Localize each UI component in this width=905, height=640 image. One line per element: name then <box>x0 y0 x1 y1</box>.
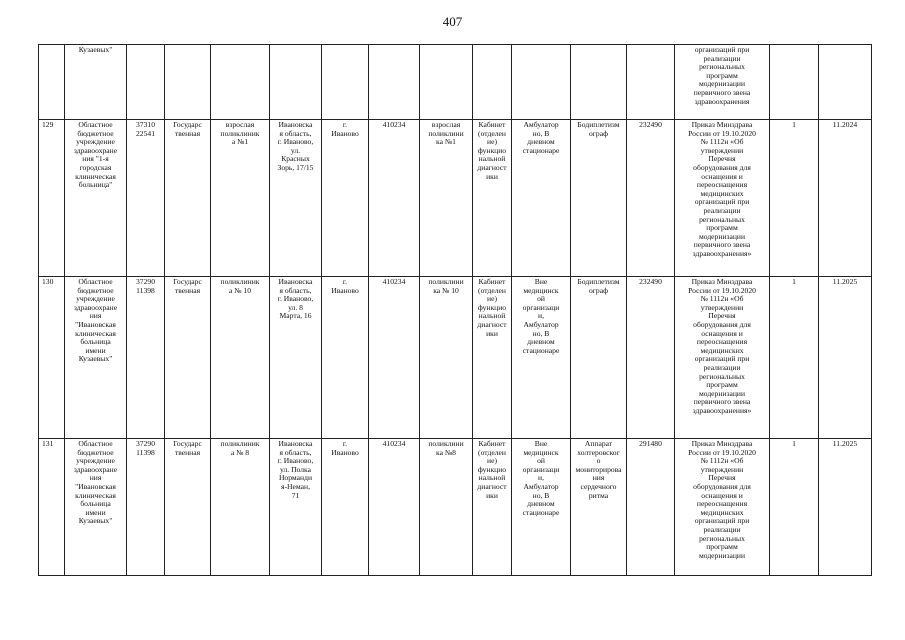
cell-text: 232490 <box>639 277 662 286</box>
cell-text: поликлини ка №8 <box>428 439 464 457</box>
cell-text: Вне медицинск ой организаци и, Амбулатор но, В дневном стационаре <box>522 277 560 355</box>
table-cell <box>65 277 127 439</box>
table-cell <box>627 439 675 576</box>
table-cell <box>39 439 65 576</box>
cell-text: Приказ Минздрава России от 19.10.2020 № 1112н «Об утверждении Перечня оборудования для оснащения и переоснащения медицинских организаций при реализации региональных программ модернизации первичного звена здравоохранения» <box>688 120 756 258</box>
table-row <box>39 439 872 576</box>
table-cell <box>165 45 211 120</box>
cell-text: Аппарат холтеровског о мониторирова ния сердечного ритма <box>575 439 622 500</box>
table-cell <box>39 45 65 120</box>
table-cell <box>322 277 369 439</box>
table-cell <box>627 120 675 277</box>
cell-text: Ивановска я область, г. Иваново, ул. Красных Зорь, 17/15 <box>277 120 314 172</box>
cell-text: Ивановска я область, г. Иваново, ул. Полка Норманди я-Неман, 71 <box>277 439 314 500</box>
table-cell <box>473 277 512 439</box>
cell-text: Государс твенная <box>173 277 202 295</box>
cell-text: Государс твенная <box>173 120 202 138</box>
table-cell <box>211 45 270 120</box>
table-cell <box>127 277 165 439</box>
cell-text: 410234 <box>382 120 406 129</box>
table-cell <box>127 439 165 576</box>
table-cell <box>770 120 819 277</box>
cell-text: Ивановска я область, г. Иваново, ул. 8 Марта, 16 <box>277 277 314 321</box>
cell-text: г. Иваново <box>331 277 359 295</box>
table-cell <box>675 277 770 439</box>
table-cell <box>127 45 165 120</box>
table-cell <box>819 439 872 576</box>
table-cell <box>165 120 211 277</box>
cell-text: Бодиплетизм ограф <box>577 277 620 295</box>
cell-text: 1 <box>792 277 796 286</box>
table-cell <box>369 120 420 277</box>
cell-text: Областное бюджетное учреждение здравоохране ния "Ивановская клиническая больница имени Кузаевых" <box>73 439 118 526</box>
table-cell <box>369 439 420 576</box>
table-cell <box>65 120 127 277</box>
cell-text: поликлини ка № 10 <box>428 277 464 295</box>
cell-text: организаций при реализации региональных программ модернизации первичного звена здравоохранения <box>693 45 751 106</box>
table-row <box>39 277 872 439</box>
cell-text: 1 <box>792 120 796 129</box>
cell-text: Государс твенная <box>173 439 202 457</box>
cell-text: 37290 11398 <box>136 439 155 457</box>
table-cell <box>512 439 571 576</box>
table-cell <box>819 45 872 120</box>
table-cell <box>65 45 127 120</box>
cell-text: Приказ Минздрава России от 19.10.2020 № 1112н «Об утверждении Перечня оборудования для оснащения и переоснащения медицинских организаций при реализации региональных программ модернизации первичного звена здравоохранения» <box>688 277 756 415</box>
table-cell <box>571 45 627 120</box>
cell-text: поликлиник а № 10 <box>220 277 260 295</box>
cell-text: 11.2025 <box>832 439 858 448</box>
table-cell <box>369 277 420 439</box>
table-cell <box>165 439 211 576</box>
table-cell <box>420 45 473 120</box>
table-cell <box>211 439 270 576</box>
cell-text: 130 <box>42 277 54 286</box>
table-cell <box>39 277 65 439</box>
equipment-table <box>38 44 872 576</box>
table-cell <box>39 120 65 277</box>
table-row <box>39 120 872 277</box>
table-cell <box>675 120 770 277</box>
table-cell <box>627 45 675 120</box>
table-cell <box>473 439 512 576</box>
cell-text: Вне медицинск ой организаци и, Амбулатор но, В дневном стационаре <box>522 439 560 517</box>
cell-text: Кабинет (отделен ие) функцио нальной диагност ики <box>477 277 507 338</box>
cell-text: 410234 <box>382 277 406 286</box>
cell-text: Областное бюджетное учреждение здравоохране ния "1-я городская клиническая больница" <box>73 120 118 190</box>
cell-text: Приказ Минздрава России от 19.10.2020 № 1112н «Об утверждении Перечня оборудования для оснащения и переоснащения медицинских организаций при реализации региональных программ модернизации <box>688 439 756 560</box>
table-cell <box>420 277 473 439</box>
table-cell <box>322 45 369 120</box>
table-cell <box>65 439 127 576</box>
table-cell <box>270 45 322 120</box>
cell-text: 410234 <box>382 439 406 448</box>
table-cell <box>420 439 473 576</box>
table-cell <box>270 277 322 439</box>
table-cell <box>270 120 322 277</box>
cell-text: взрослая поликлиник а №1 <box>220 120 260 147</box>
table-cell <box>675 45 770 120</box>
table-cell <box>675 439 770 576</box>
table-cell <box>211 120 270 277</box>
table-cell <box>420 120 473 277</box>
cell-text: взрослая поликлини ка №1 <box>428 120 464 147</box>
cell-text: 37290 11398 <box>136 277 155 295</box>
cell-text: Кабинет (отделен ие) функцио нальной диагност ики <box>477 120 507 181</box>
cell-text: 37310 22541 <box>136 120 155 138</box>
table-cell <box>627 277 675 439</box>
cell-text: 131 <box>42 439 54 448</box>
table-cell <box>770 277 819 439</box>
table-cell <box>571 120 627 277</box>
table-cell <box>322 439 369 576</box>
cell-text: 291480 <box>639 439 662 448</box>
table-cell <box>270 439 322 576</box>
table-cell <box>512 120 571 277</box>
cell-text: г. Иваново <box>331 439 359 457</box>
table-cell <box>512 45 571 120</box>
table-cell <box>473 120 512 277</box>
table-cell <box>369 45 420 120</box>
cell-text: Амбулатор но, В дневном стационаре <box>522 120 560 155</box>
cell-text: 11.2024 <box>832 120 858 129</box>
table-cell <box>322 120 369 277</box>
table-cell <box>770 45 819 120</box>
cell-text: Кузаевых" <box>78 45 113 54</box>
cell-text: 1 <box>792 439 796 448</box>
cell-text: 232490 <box>639 120 662 129</box>
table-row <box>39 45 872 120</box>
table-cell <box>512 277 571 439</box>
cell-text: г. Иваново <box>331 120 359 138</box>
cell-text: 11.2025 <box>832 277 858 286</box>
page-number: 407 <box>442 14 463 29</box>
table-cell <box>571 277 627 439</box>
table-cell <box>211 277 270 439</box>
table-cell <box>571 439 627 576</box>
table-cell <box>127 120 165 277</box>
cell-text: 129 <box>42 120 54 129</box>
table-cell <box>165 277 211 439</box>
cell-text: Областное бюджетное учреждение здравоохране ния "Ивановская клиническая больница имени Кузаевых" <box>73 277 118 364</box>
table-cell <box>473 45 512 120</box>
cell-text: Кабинет (отделен ие) функцио нальной диагност ики <box>477 439 507 500</box>
cell-text: поликлиник а № 8 <box>220 439 260 457</box>
table-cell <box>819 120 872 277</box>
table-cell <box>819 277 872 439</box>
cell-text: Бодиплетизм ограф <box>577 120 620 138</box>
table-cell <box>770 439 819 576</box>
